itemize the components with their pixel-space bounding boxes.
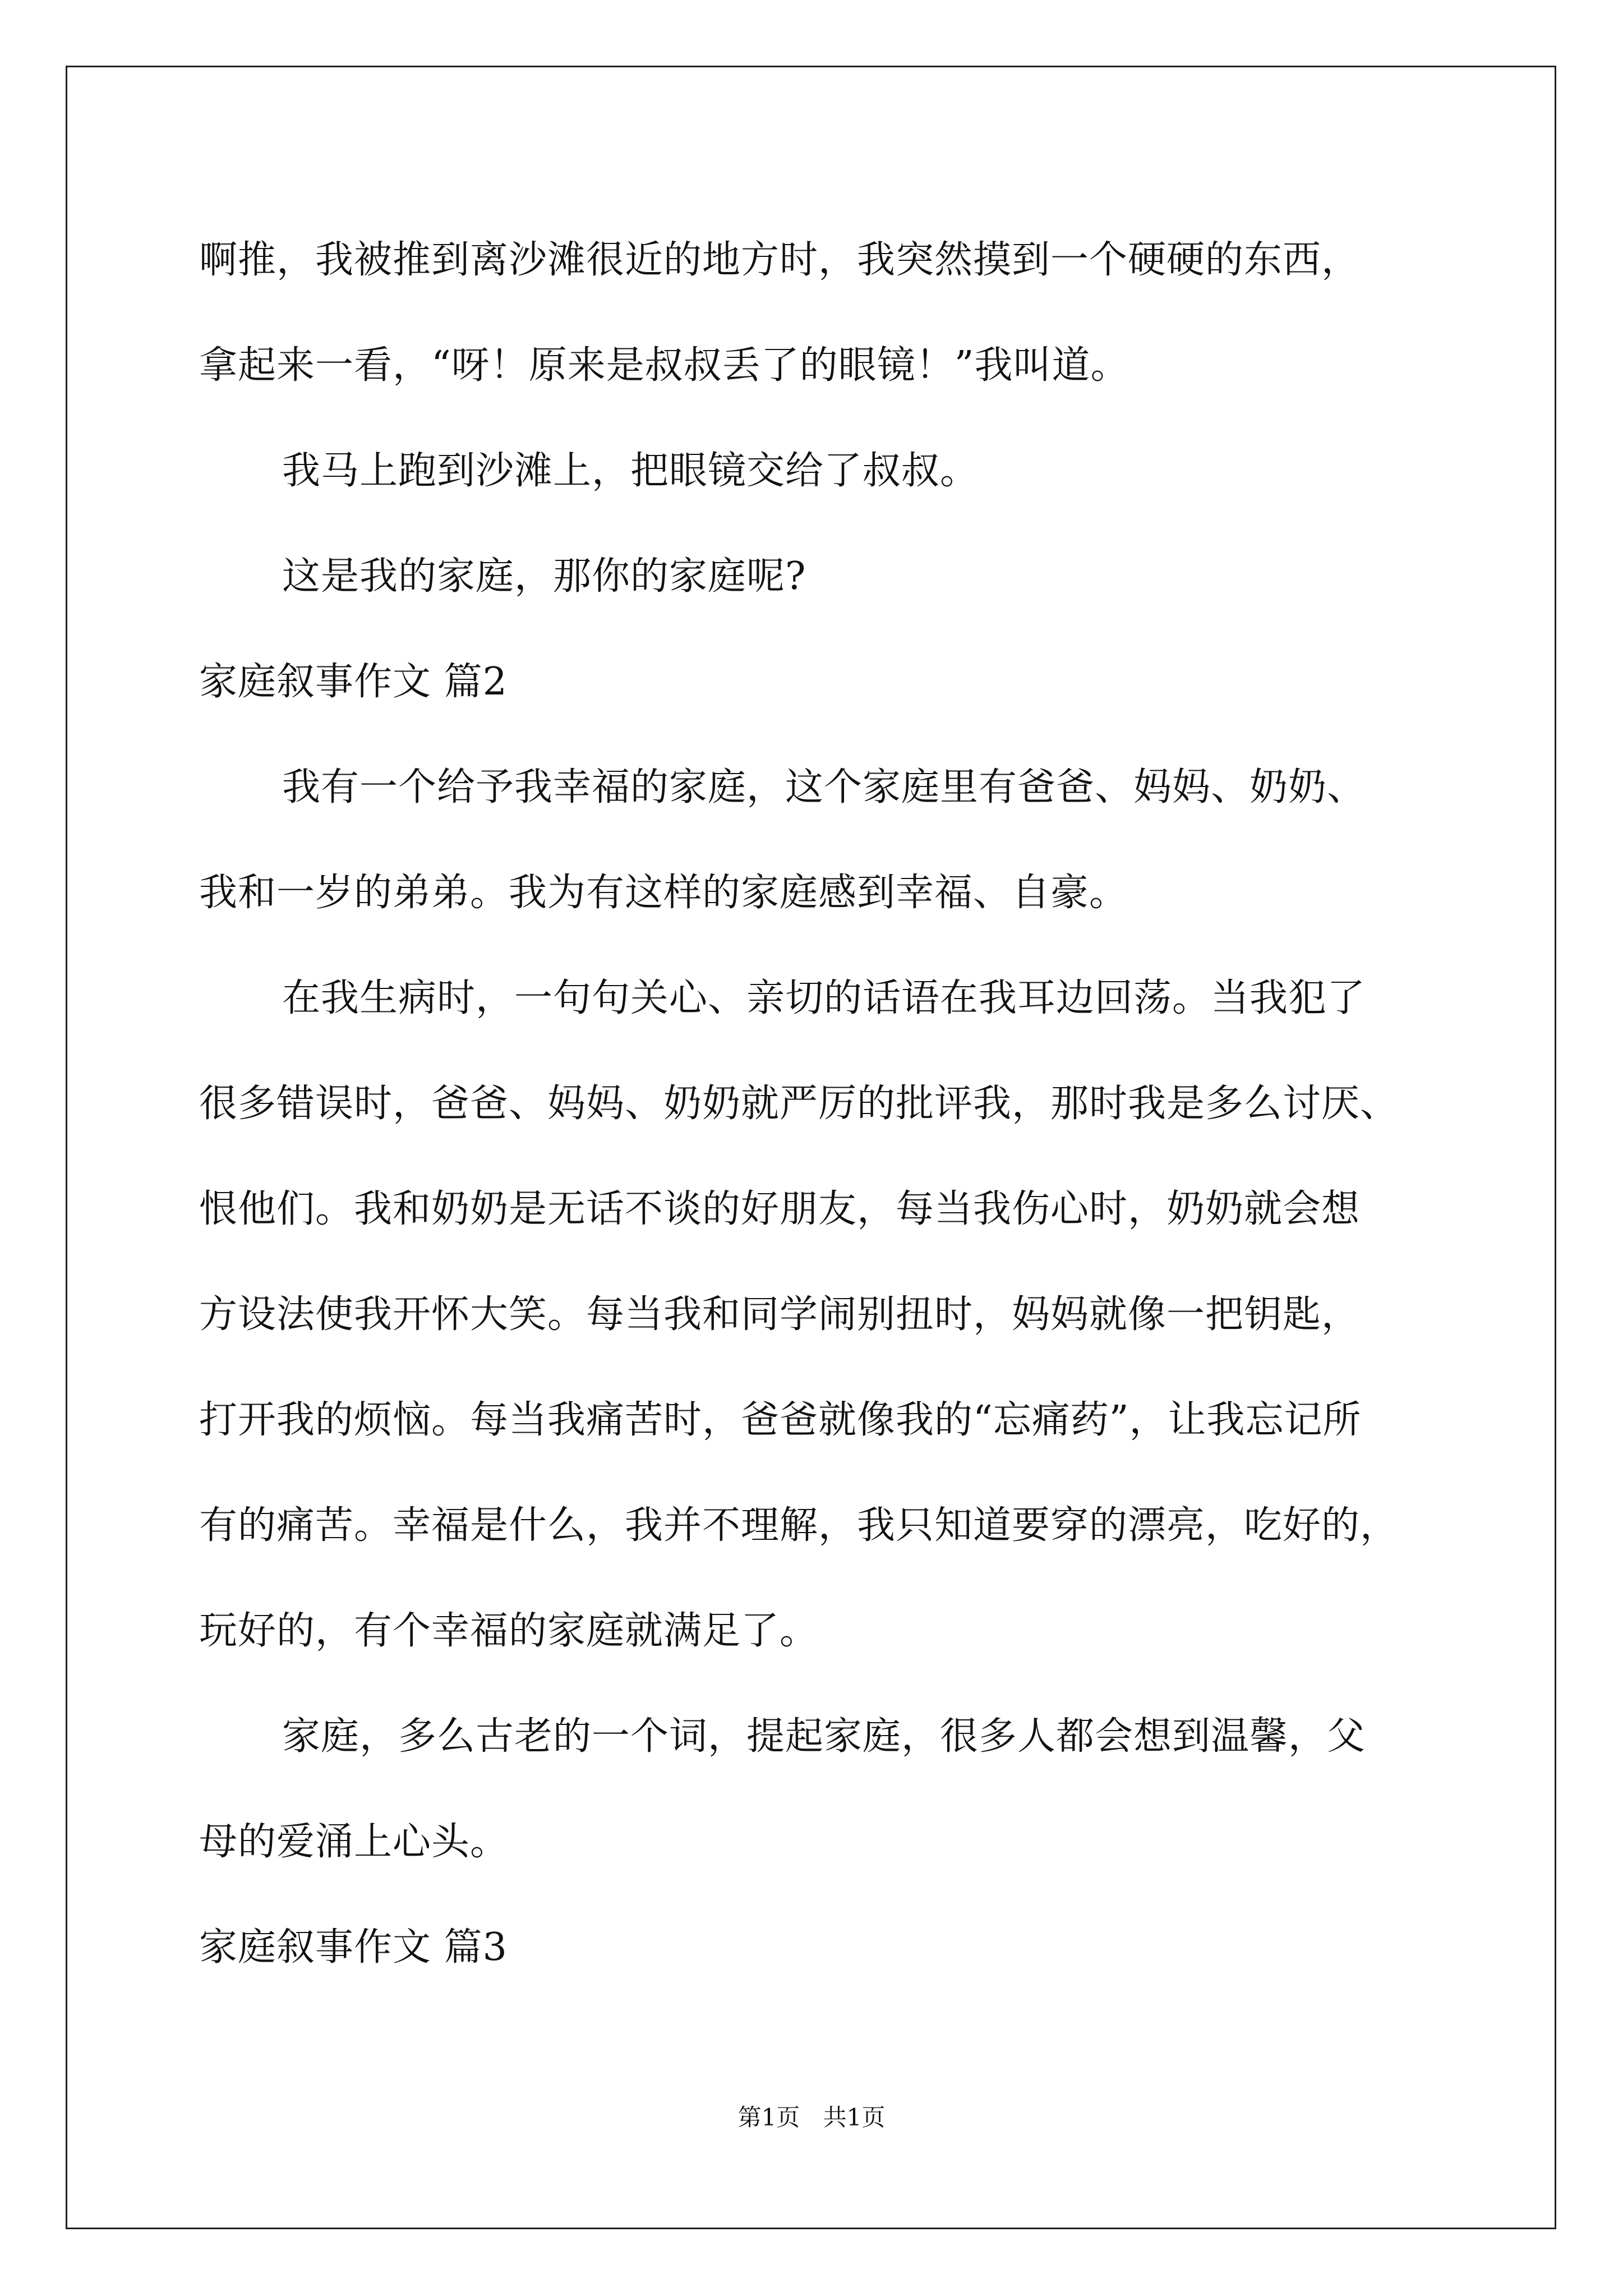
paragraph-line: 打开我的烦恼。每当我痛苦时，爸爸就像我的“忘痛药”，让我忘记所 [199,1398,1362,1442]
paragraph-line: 家庭，多么古老的一个词，提起家庭，很多人都会想到温馨，父 [282,1714,1366,1759]
paragraph-line: 恨他们。我和奶奶是无话不谈的好朋友，每当我伤心时，奶奶就会想 [199,1187,1361,1231]
paragraph-line: 我有一个给予我幸福的家庭，这个家庭里有爸爸、妈妈、奶奶、 [282,765,1366,809]
document-body [199,208,1433,2000]
page-total: 共1页 [823,2104,886,2131]
paragraph-line: 我和一岁的弟弟。我为有这样的家庭感到幸福、自豪。 [199,871,1128,915]
paragraph-line: 拿起来一看，“呀！原来是叔叔丢了的眼镜！”我叫道。 [199,343,1129,388]
paragraph-line: 我马上跑到沙滩上，把眼镜交给了叔叔。 [282,449,979,493]
paragraph-line: 啊推，我被推到离沙滩很近的地方时，我突然摸到一个硬硬的东西， [199,238,1361,282]
paragraph-line: 母的爱涌上心头。 [199,1820,509,1864]
paragraph-line: 在我生病时，一句句关心、亲切的话语在我耳边回荡。当我犯了 [282,976,1366,1020]
section-heading: 家庭叙事作文 篇3 [199,1925,508,1970]
page-number: 第1页 [737,2104,800,2131]
paragraph-line: 方设法使我开怀大笑。每当我和同学闹别扭时，妈妈就像一把钥匙， [199,1292,1361,1337]
page-footer [0,2101,1623,2134]
section-heading: 家庭叙事作文 篇2 [199,660,508,704]
paragraph-line: 玩好的，有个幸福的家庭就满足了。 [199,1609,819,1653]
paragraph-line: 这是我的家庭，那你的家庭呢? [282,554,806,599]
paragraph-line: 很多错误时，爸爸、妈妈、奶奶就严厉的批评我，那时我是多么讨厌、 [199,1082,1399,1126]
paragraph-line: 有的痛苦。幸福是什么，我并不理解，我只知道要穿的漂亮，吃好的， [199,1503,1399,1548]
